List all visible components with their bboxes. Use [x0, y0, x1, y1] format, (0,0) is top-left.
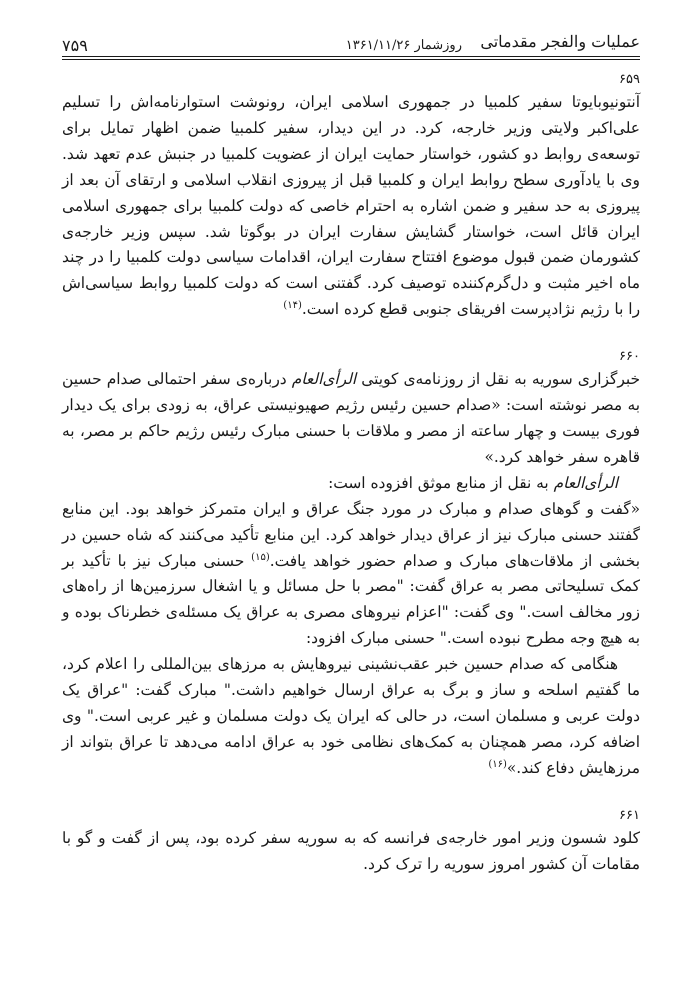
footnote-ref: (۱۶): [488, 758, 507, 770]
footnote-ref: (۱۴): [283, 300, 302, 312]
book-title: عملیات والفجر مقدماتی: [480, 32, 640, 51]
entry-paragraph: «گفت و گوهای صدام و مبارک در مورد جنگ عراق و ایران متمرکز خواهد بود. این منابع گفتند حسنی مبارک نیز از عراق دیدار خواهد کرد. این منابع تأکید می‌کنند که شاه حسین در بخشی از ملاقات‌های مبارک و صدام حضور خواهد یافت.$^{(۱۵)}$ حسنی مبارک نیز با تأکید بر کمک تسلیحاتی مصر به عراق گفت: "مصر با حل مسائل و یا اشغال سرزمین‌ها از راه‌های زور مخالف است." وی گفت: "اعزام نیروهای مصری به عراق یک مسئله‌ی خطرناک بوده و به هیچ وجه مطرح نبوده است." حسنی مبارک افزود:: [62, 499, 641, 648]
page-body: [62, 70, 640, 877]
entry-paragraph: آنتونیوبایوتا سفیر کلمبیا در جمهوری اسلامی ایران، رونوشت استوارنامه‌اش را تسلیم علی‌اکبر ولایتی وزیر خارجه، کرد. در این دیدار، سفیر کلمبیا ضمن اظهار تمایل برای توسعه‌ی روابط دو کشور، خواستار حمایت ایران از عضویت کلمبیا در جنبش عدم تعهد شد. وی با یادآوری سطح روابط ایران و کلمبیا قبل از پیروزی انقلاب اسلامی و ارتقای آن بعد از پیروزی به حد سفیر و ضمن اشاره به احترام خاصی که دولت کلمبیا برای جمهوری اسلامی ایران قائل است، خواستار گشایش سفارت ایران در بوگوتا شد. سپس وزیر خارجه‌ی کشورمان ضمن قبول موضوع افتتاح سفارت ایران، اقدامات سیاسی دولت کلمبیا را در چند ماه اخیر مثبت و دل‌گرم‌کننده توصیف کرد. گفتنی است که دولت کلمبیا روابط سیاسی‌اش را با رژیم نژادپرست افریقای جنوبی قطع کرده است.$^{(۱۴)}$: [62, 93, 640, 319]
entry-paragraph: هنگامی که صدام حسین خبر عقب‌نشینی نیروهایش به مرزهای بین‌المللی را اعلام کرد، ما گفتیم اسلحه و ساز و برگ به عراق ارسال خواهیم داشت." مبارک گفت: "عراق یک دولت عربی و مسلمان است، در حالی که ایران یک دولت مسلمان و غیر عربی است." وی اضافه کرد، مصر همچنان به کمک‌های نظامی خود به عراق ادامه می‌دهد تا عراق بتواند از مرزهایش دفاع کند.»$^{(۱۶)}$: [62, 655, 640, 777]
entry-paragraph: خبرگزاری سوریه به نقل از روزنامه‌ی کویتی الرأی‌العام درباره‌ی سفر احتمالی صدام حسین به مصر نوشته است: «صدام حسین رئیس رژیم صهیونیستی عراق، به زودی برای یک دیدار فوری بیست و چهار ساعته از مصر و ملاقات با حسنی مبارک رئیس رژیم حاکم بر مصر، به قاهره سفر خواهد کرد.»: [62, 370, 641, 466]
header-rule: [62, 59, 640, 60]
date-line: روزشمار ۱۳۶۱/۱۱/۲۶: [345, 38, 462, 53]
source-name: الرأی‌العام: [291, 370, 357, 389]
footnote-ref: (۱۵): [251, 551, 270, 563]
source-name: الرأی‌العام: [553, 473, 618, 492]
running-header: [62, 30, 640, 60]
entry-paragraph: کلود شسون وزیر امور خارجه‌ی فرانسه که به سوریه سفر کرده بود، پس از گفت و گو با مقامات آن کشور امروز سوریه را ترک کرد.: [62, 828, 640, 873]
entry-number: ۶۵۹: [619, 72, 640, 87]
page-number: ۷۵۹: [62, 36, 88, 55]
entry-number: ۶۶۰: [619, 349, 640, 365]
entry-paragraph: الرأی‌العام به نقل از منابع موثق افزوده است:: [328, 473, 618, 492]
entry-number: ۶۶۱: [619, 807, 640, 823]
header-rule: [62, 56, 640, 57]
